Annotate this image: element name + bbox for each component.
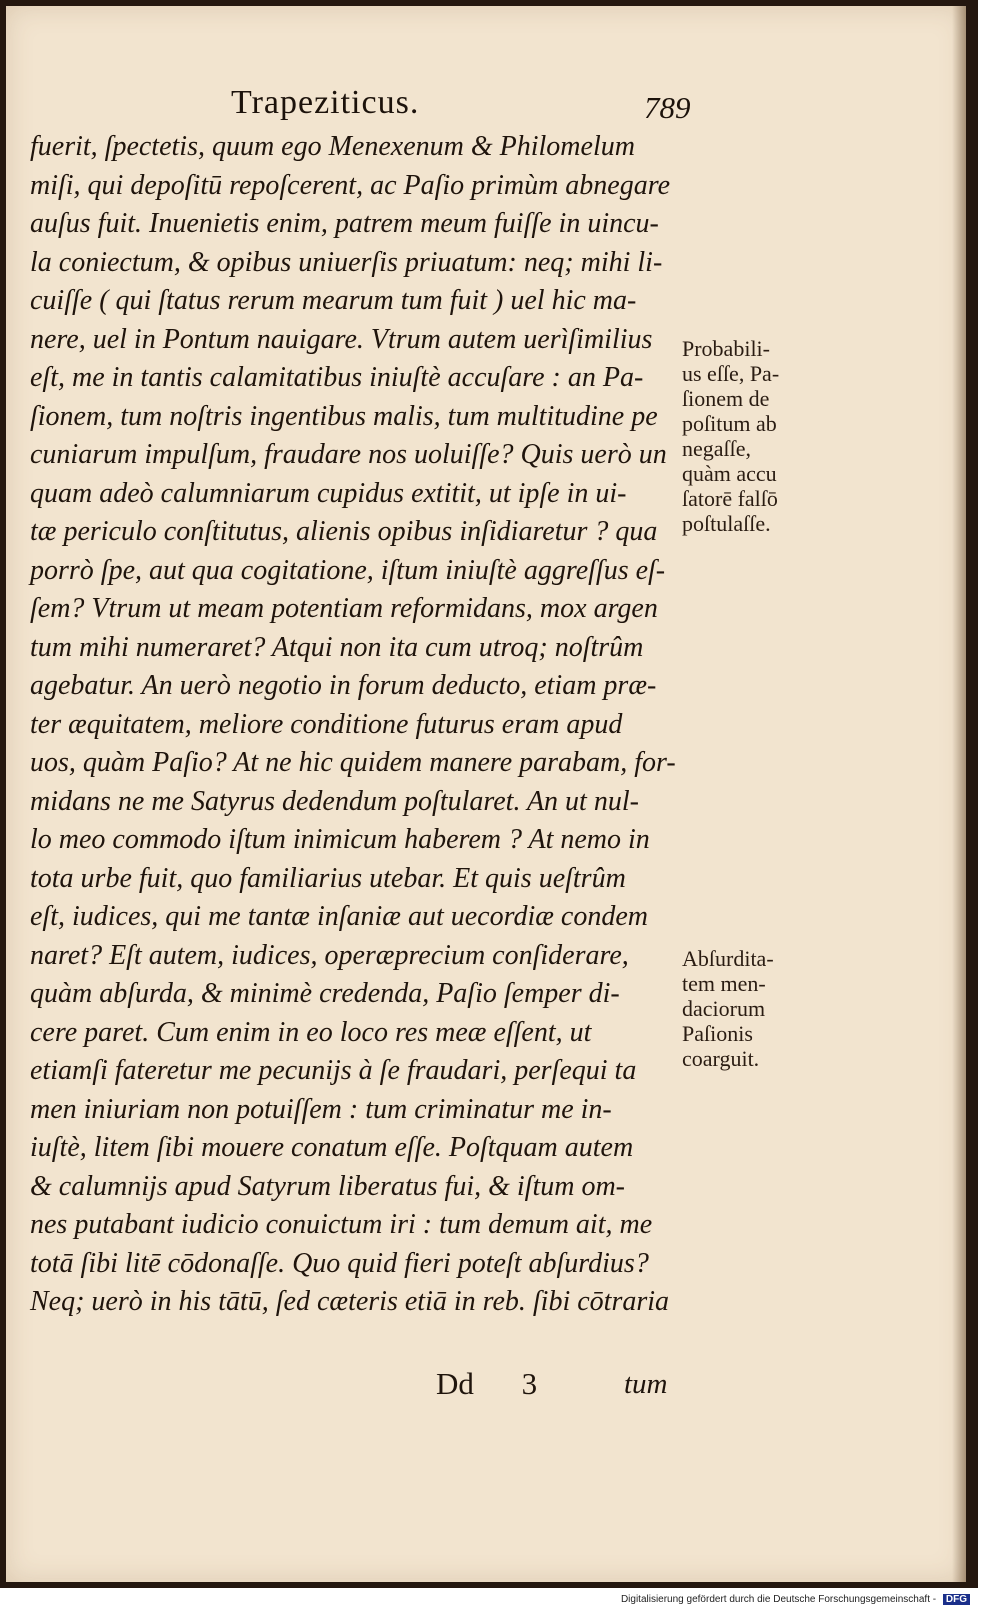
- dfg-logo: DFG: [943, 1594, 970, 1605]
- catchword: tum: [624, 1368, 668, 1400]
- margin-note-line: quàm accu: [682, 461, 777, 486]
- text-line: cere paret. Cum enim in eo loco res meæ eſſent, ut: [30, 1016, 592, 1048]
- text-line: auſus fuit. Inuenietis enim, patrem meum fuiſſe in uincu-: [30, 208, 659, 239]
- text-line: tum mihi numeraret? Atqui non ita cum utroq; noſtrûm: [30, 631, 644, 663]
- text-line: totā ſibi litē cōdonaſſe. Quo quid fieri poteſt abſurdius?: [30, 1247, 649, 1279]
- text-line: tæ periculo conſtitutus, alienis opibus inſidiaretur ? qua: [30, 516, 658, 547]
- margin-note-line: Paſionis: [682, 1021, 753, 1046]
- margin-note: [682, 946, 774, 1071]
- text-line: nere, uel in Pontum nauigare. Vtrum autem uerìſimilius: [30, 323, 653, 355]
- margin-note-line: negaſſe,: [682, 436, 752, 461]
- text-line: nes putabant iudicio conuictum iri : tum demum ait, me: [30, 1209, 653, 1240]
- page-edge-shadow: [952, 6, 966, 1582]
- text-line: lo meo commodo iſtum inimicum haberem ? At nemo in: [30, 824, 650, 855]
- text-line: la coniectum, & opibus uniuerſis priuatum: neq; mihi li-: [30, 246, 663, 278]
- text-line: cuiſſe ( qui ſtatus rerum mearum tum fuit ) uel hic ma-: [30, 285, 637, 316]
- credit-text: Digitalisierung gefördert durch die Deutsche Forschungsgemeinschaft -: [620, 1594, 937, 1605]
- text-line: quàm abſurda, & minimè credenda, Paſio ſemper di-: [30, 978, 620, 1009]
- signature-mark-group: [436, 1366, 537, 1402]
- text-line: tota urbe fuit, quo familiarius utebar. Et quis ueſtrûm: [30, 862, 626, 894]
- margin-note-line: ſatorē falſō: [682, 486, 778, 511]
- text-line: agebatur. An uerò negotio in forum deducto, etiam præ-: [30, 670, 657, 701]
- book-page: [6, 6, 966, 1582]
- margin-note-line: Probabili-: [682, 336, 770, 361]
- main-text-block: [30, 128, 686, 1322]
- margin-note-line: daciorum: [682, 996, 766, 1021]
- margin-note-line: ſionem de: [682, 386, 770, 411]
- text-line: porrò ſpe, aut qua cogitatione, iſtum iniuſtè aggreſſus eſ-: [30, 554, 666, 586]
- text-line: quam adeò calumniarum cupidus extitit, ut ipſe in ui-: [30, 477, 627, 509]
- text-line: ſionem, tum noſtris ingentibus malis, tum multitudine pe: [30, 400, 658, 432]
- text-line: etiamſi fateretur me pecunijs à ſe fraudari, perſequi ta: [30, 1055, 637, 1086]
- margin-note-line: Abſurdita-: [682, 946, 774, 971]
- text-line: ter æquitatem, meliore conditione futurus eram apud: [30, 708, 623, 740]
- margin-note-line: tem men-: [682, 971, 766, 996]
- page-header: [26, 84, 691, 125]
- margin-note-line: coarguit.: [682, 1046, 760, 1071]
- text-line: eſt, me in tantis calamitatibus iniuſtè accuſare : an Pa-: [30, 362, 644, 393]
- text-line: ſem? Vtrum ut meam potentiam reformidans, mox argen: [30, 593, 658, 624]
- running-title: Trapeziticus.: [231, 84, 420, 121]
- page-number: 789: [644, 90, 691, 125]
- text-line: cuniarum impulſum, fraudare nos uoluiſſe? Quis uerò un: [30, 439, 667, 470]
- text-line: uos, quàm Paſio? At ne hic quidem manere parabam, for-: [30, 747, 676, 778]
- text-line: & calumnijs apud Satyrum liberatus fui, & iſtum om-: [30, 1170, 625, 1202]
- signature-mark: Dd: [436, 1366, 474, 1401]
- text-line: fuerit, ſpectetis, quum ego Menexenum & Philomelum: [30, 131, 635, 162]
- text-line: iuſtè, litem ſibi mouere conatum eſſe. Poſtquam autem: [30, 1132, 634, 1163]
- text-line: miſi, qui depoſitū repoſcerent, ac Paſio primùm abnegare: [30, 169, 671, 201]
- margin-note: [682, 336, 779, 536]
- margin-note-line: poſitum ab: [682, 411, 777, 436]
- signature-number: 3: [521, 1366, 538, 1401]
- margin-note-line: us eſſe, Pa-: [682, 361, 780, 386]
- text-line: naret? Eſt autem, iudices, operæprecium conſiderare,: [30, 939, 629, 971]
- margin-note-line: poſtulaſſe.: [682, 511, 771, 536]
- text-line: eſt, iudices, qui me tantæ inſaniæ aut uecordiæ condem: [30, 901, 648, 932]
- text-line: men iniuriam non potuiſſem : tum criminatur me in-: [30, 1093, 612, 1125]
- digitization-credit: [621, 1594, 970, 1605]
- text-line: Neq; uerò in his tātū, ſed cæteris etiā in reb. ſibi cōtraria: [30, 1286, 670, 1317]
- text-line: midans ne me Satyrus dedendum poſtularet. An ut nul-: [30, 785, 639, 817]
